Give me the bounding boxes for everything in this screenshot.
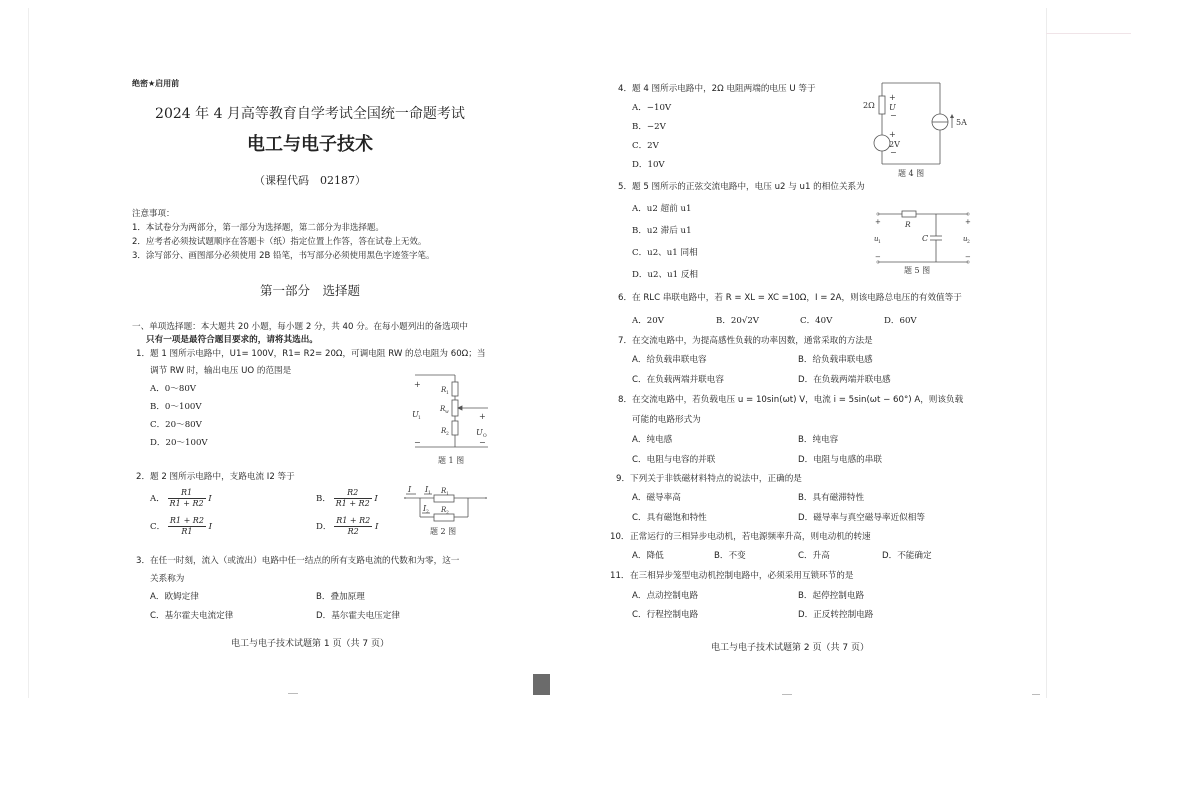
option-c[interactable]: C．2V xyxy=(632,141,659,151)
figure-4-circuit xyxy=(860,80,980,180)
scan-edge-right xyxy=(1046,8,1047,698)
course-code: （课程代码 02187） xyxy=(254,174,366,187)
option-c[interactable]: C．20～80V xyxy=(150,420,202,430)
option-c[interactable]: C． $\frac{R1 + R2}{R1}$ I xyxy=(150,516,213,536)
question-number: 11． xyxy=(610,571,630,581)
page-footer: 电工与电子技术试题第 1 页（共 7 页） xyxy=(231,639,389,649)
option-d[interactable]: D．u2、u1 反相 xyxy=(632,270,699,280)
svg-text:C: C xyxy=(922,234,929,243)
option-c[interactable]: C．具有磁饱和特性 xyxy=(632,513,707,523)
binding-mark xyxy=(533,674,550,695)
question-number: 3． xyxy=(136,556,151,566)
fraction: $\frac{R1 + R2}{R1}$ xyxy=(169,516,204,536)
option-c[interactable]: C．电阻与电容的并联 xyxy=(632,455,716,465)
option-b[interactable]: B．纯电容 xyxy=(798,435,839,445)
svg-text:1: 1 xyxy=(428,491,431,496)
svg-text:U: U xyxy=(889,103,896,112)
svg-text:u: u xyxy=(874,235,879,243)
svg-text:U: U xyxy=(476,428,483,437)
svg-text:题 4 图: 题 4 图 xyxy=(898,169,925,178)
svg-text:2: 2 xyxy=(446,511,449,516)
question-stem: 在任一时刻，流入（或流出）电路中任一结点的所有支路电流的代数和为零，这一 xyxy=(150,556,460,566)
svg-text:2: 2 xyxy=(426,510,429,515)
option-a[interactable]: A．给负载串联电容 xyxy=(632,355,707,365)
option-a[interactable]: A．欧姆定律 xyxy=(150,592,199,602)
question-stem: 关系称为 xyxy=(150,574,185,584)
question-number: 2． xyxy=(136,472,151,482)
option-a[interactable]: A． $\frac{R1}{R1 + R2}$ I xyxy=(150,488,212,508)
option-a[interactable]: A．u2 超前 u1 xyxy=(632,204,692,214)
svg-text:1: 1 xyxy=(446,492,449,497)
svg-text:−: − xyxy=(875,253,881,261)
svg-text:−: − xyxy=(479,438,486,447)
svg-text:1: 1 xyxy=(878,240,881,245)
option-a[interactable]: A．0～80V xyxy=(150,384,197,394)
svg-text:+: + xyxy=(965,218,971,226)
svg-text:−: − xyxy=(890,148,897,157)
svg-text:R: R xyxy=(905,220,911,229)
question-stem: 题 1 图所示电路中，U1= 100V，R1= R2= 20Ω，可调电阻 RW 的总电阻为 60Ω；当 xyxy=(150,349,486,359)
question-number: 5． xyxy=(618,182,633,192)
option-b[interactable]: B．20√2V xyxy=(716,316,759,326)
svg-text:+: + xyxy=(414,380,421,389)
option-a[interactable]: A．点动控制电路 xyxy=(632,591,699,601)
option-b[interactable]: B．叠加原理 xyxy=(316,592,365,602)
svg-text:+: + xyxy=(889,130,896,139)
svg-text:2: 2 xyxy=(446,432,449,437)
subject-title: 电工与电子技术 xyxy=(247,134,373,155)
svg-text:I: I xyxy=(425,485,429,494)
question-number: 6． xyxy=(618,293,633,303)
svg-text:2V: 2V xyxy=(889,140,900,149)
option-b[interactable]: B．不变 xyxy=(714,551,746,561)
svg-text:2Ω: 2Ω xyxy=(863,101,875,110)
question-number: 7． xyxy=(618,336,633,346)
option-a[interactable]: A．磁导率高 xyxy=(632,493,681,503)
notice-item: 2．应考者必须按试题顺序在答题卡（纸）指定位置上作答，答在试卷上无效。 xyxy=(132,237,427,247)
figure-2-circuit xyxy=(402,484,492,550)
question-number: 1． xyxy=(136,349,151,359)
question-stem: 正常运行的三相异步电动机，若电源频率升高，则电动机的转速 xyxy=(630,532,871,542)
svg-text:O: O xyxy=(483,434,487,439)
option-a[interactable]: A．−10V xyxy=(632,103,672,113)
svg-text:R: R xyxy=(440,405,446,413)
svg-text:+: + xyxy=(889,93,896,102)
svg-text:题 1 图: 题 1 图 xyxy=(438,456,465,465)
option-c[interactable]: C．升高 xyxy=(798,551,830,561)
svg-text:u: u xyxy=(963,235,968,243)
svg-text:U: U xyxy=(412,410,419,419)
option-d[interactable]: D．磁导率与真空磁导率近似相等 xyxy=(798,513,925,523)
svg-text:R: R xyxy=(441,506,447,514)
option-d[interactable]: D．不能确定 xyxy=(882,551,932,561)
option-c[interactable]: C．在负载两端并联电容 xyxy=(632,375,724,385)
exam-title: 2024 年 4 月高等教育自学考试全国统一命题考试 xyxy=(155,106,465,122)
option-d[interactable]: D．电阻与电感的串联 xyxy=(798,455,882,465)
svg-text:I: I xyxy=(423,504,427,513)
section-intro: 只有一项是最符合题目要求的，请将其选出。 xyxy=(146,335,318,345)
option-d[interactable]: D．20～100V xyxy=(150,438,208,448)
scan-mark xyxy=(1032,694,1040,695)
fraction: $\frac{R1}{R1 + R2}$ xyxy=(169,488,204,508)
option-d[interactable]: D．基尔霍夫电压定律 xyxy=(316,611,400,621)
question-stem: 题 4 图所示电路中，2Ω 电阻两端的电压 U 等于 xyxy=(632,84,816,94)
option-b[interactable]: B．0～100V xyxy=(150,402,202,412)
fraction: $\frac{R1 + R2}{R2}$ xyxy=(336,516,371,536)
scan-tick xyxy=(288,693,298,694)
option-d[interactable]: D．正反转控制电路 xyxy=(798,610,874,620)
svg-text:w: w xyxy=(445,410,449,415)
figure-5-circuit xyxy=(872,206,976,278)
option-d[interactable]: D．10V xyxy=(632,160,665,170)
svg-text:−: − xyxy=(414,438,421,447)
option-a[interactable]: A．纯电感 xyxy=(632,435,673,445)
option-b[interactable]: B．−2V xyxy=(632,122,666,132)
scan-tick xyxy=(782,694,792,695)
svg-text:1: 1 xyxy=(418,416,421,421)
option-c[interactable]: C．40V xyxy=(800,316,833,326)
figure-1-circuit xyxy=(410,372,490,468)
option-b[interactable]: B．给负载串联电感 xyxy=(798,355,873,365)
svg-text:5A: 5A xyxy=(956,118,967,127)
option-b[interactable]: B．起停控制电路 xyxy=(798,591,865,601)
option-c[interactable]: C．行程控制电路 xyxy=(632,610,699,620)
question-stem: 在三相异步笼型电动机控制电路中，必须采用互锁环节的是 xyxy=(630,571,854,581)
secret-label: 绝密★启用前 xyxy=(132,79,180,88)
notice-title: 注意事项： xyxy=(132,209,175,219)
option-c[interactable]: C．u2、u1 同相 xyxy=(632,248,698,258)
question-stem: 题 5 图所示的正弦交流电路中，电压 u2 与 u1 的相位关系为 xyxy=(632,182,865,192)
question-stem: 下列关于非铁磁材料特点的说法中，正确的是 xyxy=(630,474,802,484)
question-number: 8． xyxy=(618,395,633,405)
fraction: $\frac{R2}{R1 + R2}$ xyxy=(335,488,370,508)
scan-edge-left xyxy=(28,8,29,698)
svg-text:I: I xyxy=(408,485,412,494)
svg-text:1: 1 xyxy=(446,391,449,396)
question-number: 9． xyxy=(616,474,631,484)
option-b[interactable]: B． $\frac{R2}{R1 + R2}$ I xyxy=(316,488,378,508)
notice-item: 3．涂写部分、画图部分必须使用 2B 铅笔，书写部分必须使用黑色字迹签字笔。 xyxy=(132,251,435,261)
question-stem: 在交流电路中，为提高感性负载的功率因数，通常采取的方法是 xyxy=(632,336,873,346)
option-b[interactable]: B．具有磁滞特性 xyxy=(798,493,865,503)
notice-item: 1．本试卷分为两部分，第一部分为选择题，第二部分为非选择题。 xyxy=(132,223,384,233)
option-d[interactable]: D．60V xyxy=(884,316,917,326)
svg-text:R: R xyxy=(441,386,447,394)
part-title: 第一部分 选择题 xyxy=(259,283,360,298)
question-stem: 题 2 图所示电路中，支路电流 I2 等于 xyxy=(150,472,295,482)
svg-text:2: 2 xyxy=(967,240,970,245)
page-footer: 电工与电子技术试题第 2 页（共 7 页） xyxy=(711,643,869,653)
option-a[interactable]: A．降低 xyxy=(632,551,664,561)
section-intro: 一、单项选择题：本大题共 20 小题，每小题 2 分，共 40 分。在每小题列出的备选项中 xyxy=(132,322,468,332)
option-a[interactable]: A．20V xyxy=(632,316,664,326)
option-b[interactable]: B．u2 滞后 u1 xyxy=(632,226,692,236)
svg-text:+: + xyxy=(479,412,486,421)
question-stem: 在 RLC 串联电路中，若 R = XL = XC =10Ω，I = 2A，则该电路总电压的有效值等于 xyxy=(632,293,962,303)
svg-text:题 5 图: 题 5 图 xyxy=(904,266,931,275)
scan-line xyxy=(1046,33,1131,34)
question-number: 10． xyxy=(610,532,630,542)
option-d[interactable]: D． $\frac{R1 + R2}{R2}$ I xyxy=(316,516,379,536)
option-d[interactable]: D．在负载两端并联电感 xyxy=(798,375,891,385)
svg-text:R: R xyxy=(441,427,447,435)
svg-text:+: + xyxy=(875,218,881,226)
question-number: 4． xyxy=(618,84,633,94)
svg-text:−: − xyxy=(965,253,971,261)
question-stem: 在交流电路中，若负载电压 u = 10sin(ωt) V，电流 i = 5sin(ωt − 60°) A，则该负载 xyxy=(632,395,964,405)
svg-text:−: − xyxy=(890,111,897,120)
option-c[interactable]: C．基尔霍夫电流定律 xyxy=(150,611,234,621)
svg-text:题 2 图: 题 2 图 xyxy=(430,527,457,536)
question-stem: 调节 RW 时，输出电压 UO 的范围是 xyxy=(150,366,292,376)
svg-text:R: R xyxy=(441,487,447,495)
question-stem: 可能的电路形式为 xyxy=(632,415,701,425)
